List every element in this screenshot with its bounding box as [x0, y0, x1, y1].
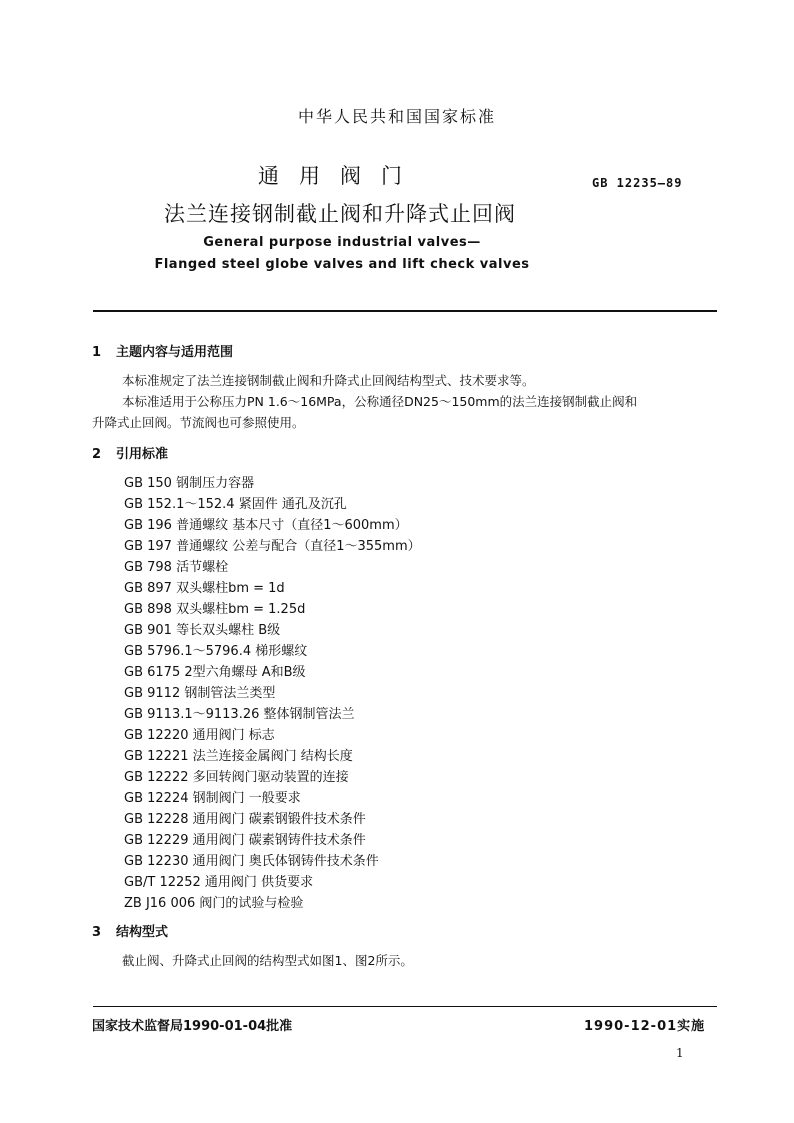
- section-3-para1: 截止阀、升降式止回阀的结构型式如图1、图2所示。: [122, 953, 413, 968]
- section-3-number: 3: [92, 925, 102, 940]
- ref-item: GB 12224 钢制阀门 一般要求: [124, 791, 301, 806]
- bottom-divider: [93, 1006, 717, 1007]
- ref-item: GB 901 等长双头螺柱 B级: [124, 623, 281, 638]
- standard-number: GB 12235—89: [592, 176, 683, 190]
- section-1-para2-line2: 升降式止回阀。节流阀也可参照使用。: [92, 415, 305, 430]
- ref-item: GB 152.1～152.4 紧固件 通孔及沉孔: [124, 497, 347, 512]
- ref-item: GB 12228 通用阀门 碳素钢锻件技术条件: [124, 812, 366, 827]
- section-2-heading: [92, 443, 168, 462]
- ref-item: ZB J16 006 阀门的试验与检验: [124, 896, 304, 911]
- ref-item: GB 6175 2型六角螺母 A和B级: [124, 665, 306, 680]
- ref-item: GB 150 钢制压力容器: [124, 476, 255, 491]
- title-cn-line1: 通用阀门: [258, 164, 422, 188]
- title-cn-line2: 法兰连接钢制截止阀和升降式止回阀: [164, 202, 516, 226]
- ref-item: GB 12229 通用阀门 碳素钢铸件技术条件: [124, 833, 366, 848]
- ref-item: GB/T 12252 通用阀门 供货要求: [124, 875, 314, 890]
- effective-date: 1990-12-01实施: [584, 1019, 706, 1034]
- section-3-title: 结构型式: [116, 925, 169, 940]
- ref-item: GB 898 双头螺柱bm = 1.25d: [124, 602, 306, 617]
- ref-item: GB 197 普通螺纹 公差与配合（直径1～355mm）: [124, 539, 421, 554]
- title-en-line2: Flanged steel globe valves and lift check valves: [154, 257, 530, 272]
- page-number: 1: [676, 1046, 684, 1060]
- approval-date: 国家技术监督局1990-01-04批准: [92, 1019, 293, 1034]
- section-3-heading: [92, 921, 168, 940]
- top-divider: [93, 310, 717, 312]
- ref-item: GB 12230 通用阀门 奥氏体钢铸件技术条件: [124, 854, 379, 869]
- ref-item: GB 897 双头螺柱bm = 1d: [124, 581, 285, 596]
- section-1-title: 主题内容与适用范围: [116, 345, 234, 360]
- ref-item: GB 12221 法兰连接金属阀门 结构长度: [124, 749, 353, 764]
- ref-item: GB 5796.1～5796.4 梯形螺纹: [124, 644, 308, 659]
- ref-item: GB 12220 通用阀门 标志: [124, 728, 275, 743]
- section-1-number: 1: [92, 345, 102, 360]
- document-header: 中华人民共和国国家标准: [297, 107, 496, 126]
- section-1-para2-line1: 本标准适用于公称压力PN 1.6～16MPa，公称通径DN25～150mm的法兰连接钢制截止阀和: [122, 394, 638, 409]
- section-1-heading: [92, 341, 233, 360]
- section-1-para1: 本标准规定了法兰连接钢制截止阀和升降式止回阀结构型式、技术要求等。: [122, 373, 535, 388]
- section-2-number: 2: [92, 447, 102, 462]
- ref-item: GB 196 普通螺纹 基本尺寸（直径1～600mm）: [124, 518, 408, 533]
- section-2-title: 引用标准: [116, 447, 169, 462]
- ref-item: GB 9113.1～9113.26 整体钢制管法兰: [124, 707, 355, 722]
- ref-item: GB 798 活节螺栓: [124, 560, 229, 575]
- title-en-line1: General purpose industrial valves—: [203, 235, 481, 250]
- ref-item: GB 12222 多回转阀门驱动装置的连接: [124, 770, 349, 785]
- ref-item: GB 9112 钢制管法兰类型: [124, 686, 276, 701]
